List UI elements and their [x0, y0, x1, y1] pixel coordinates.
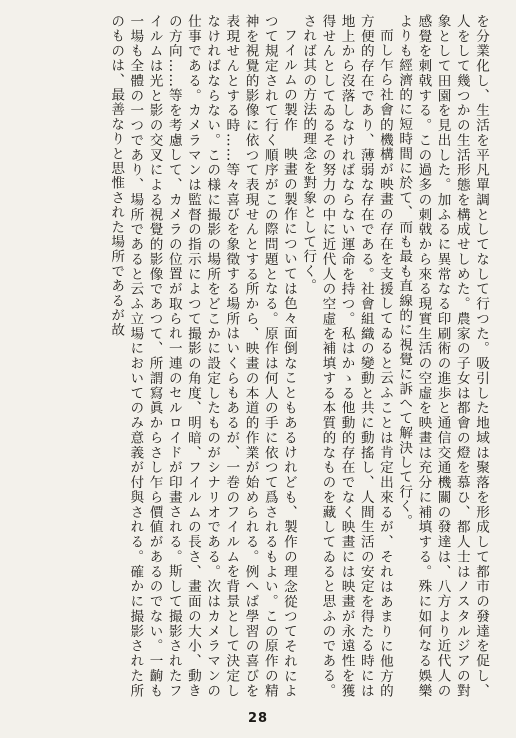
- vertical-text-body: [24, 14, 490, 698]
- page-number: 28: [247, 711, 269, 726]
- paragraph: を分業化し、生活を平凡單調としてなして行つた。吸引した地域は聚落を形成して都市の發達を促し、人をして幾つかの生活形態を構成せしめた。農家の子女は都會の燈を慕ひ、都人士はノスタルジアの對象として田園を見出した。加ふるに異常なる印刷術の進歩と通信交通機關の發達は、八方より近代人の感覺を刺戟する。この過多の刺戟から來る現實生活の空虛を映畫は充分に補填する。殊に如何なる娛樂よりも經濟的に短時間に於て、而も最も直線的に視覺に訴へて解決して行く。: [396, 14, 489, 698]
- paragraph: 而し乍ら社會的機構が映畫の存在を支援してゐると云ふことは肯定出來るが、それはあまりに他方的方便的存在であり、薄弱な存在である。社會組織の變動と共に動搖し、人間生活の安定を得たる時には地上から沒落しなければならない運命を持つ。私はかゝる他動的存在でなく映畫には映畫が永遠性を獲得せんとしてゐるその努力の中に近代人の空虛を補填する本質的なものを藏してゐると思ふのである。されば其の方法的理念を對象として行く。: [300, 14, 393, 698]
- paragraph: フイルムの製作 映畫の製作については色々面倒なこともあるけれども、製作の理念從つてそれによつて規定されて行く順序がこの際問題となる。原作は何人の手に依つて爲されるもよい。この原作の精神を視覺的影像に依つて表現せんとする所から、映畫の本道的作業が始められる。例へば學習の喜びを表現せんとする時……等々喜びを象徵する場所はいくらもあるが、一巻のフイルムを背景として決定しなければならない。この様に撮影の場所をどこかに設定したものがシナリオである。次はカメラマンの仕事である。カメラマンは監督の指示によつて撮影の角度、明暗、フイルムの長さ、畫面の大小、動きの方向……等を考慮して、カメラの位置が取られ一連のセルロイドが印畫される。斯して撮影されたフイルムは光と影の交叉による視覺的影像であつて、所謂寫眞からさし乍ら價値があるのでない。一齣も一場も全體の一つであり、場所であると云ふ立場においてのみ意義が付與される。確かに撮影された所のものは、最善なりと思惟された場所であるが故: [108, 14, 297, 698]
